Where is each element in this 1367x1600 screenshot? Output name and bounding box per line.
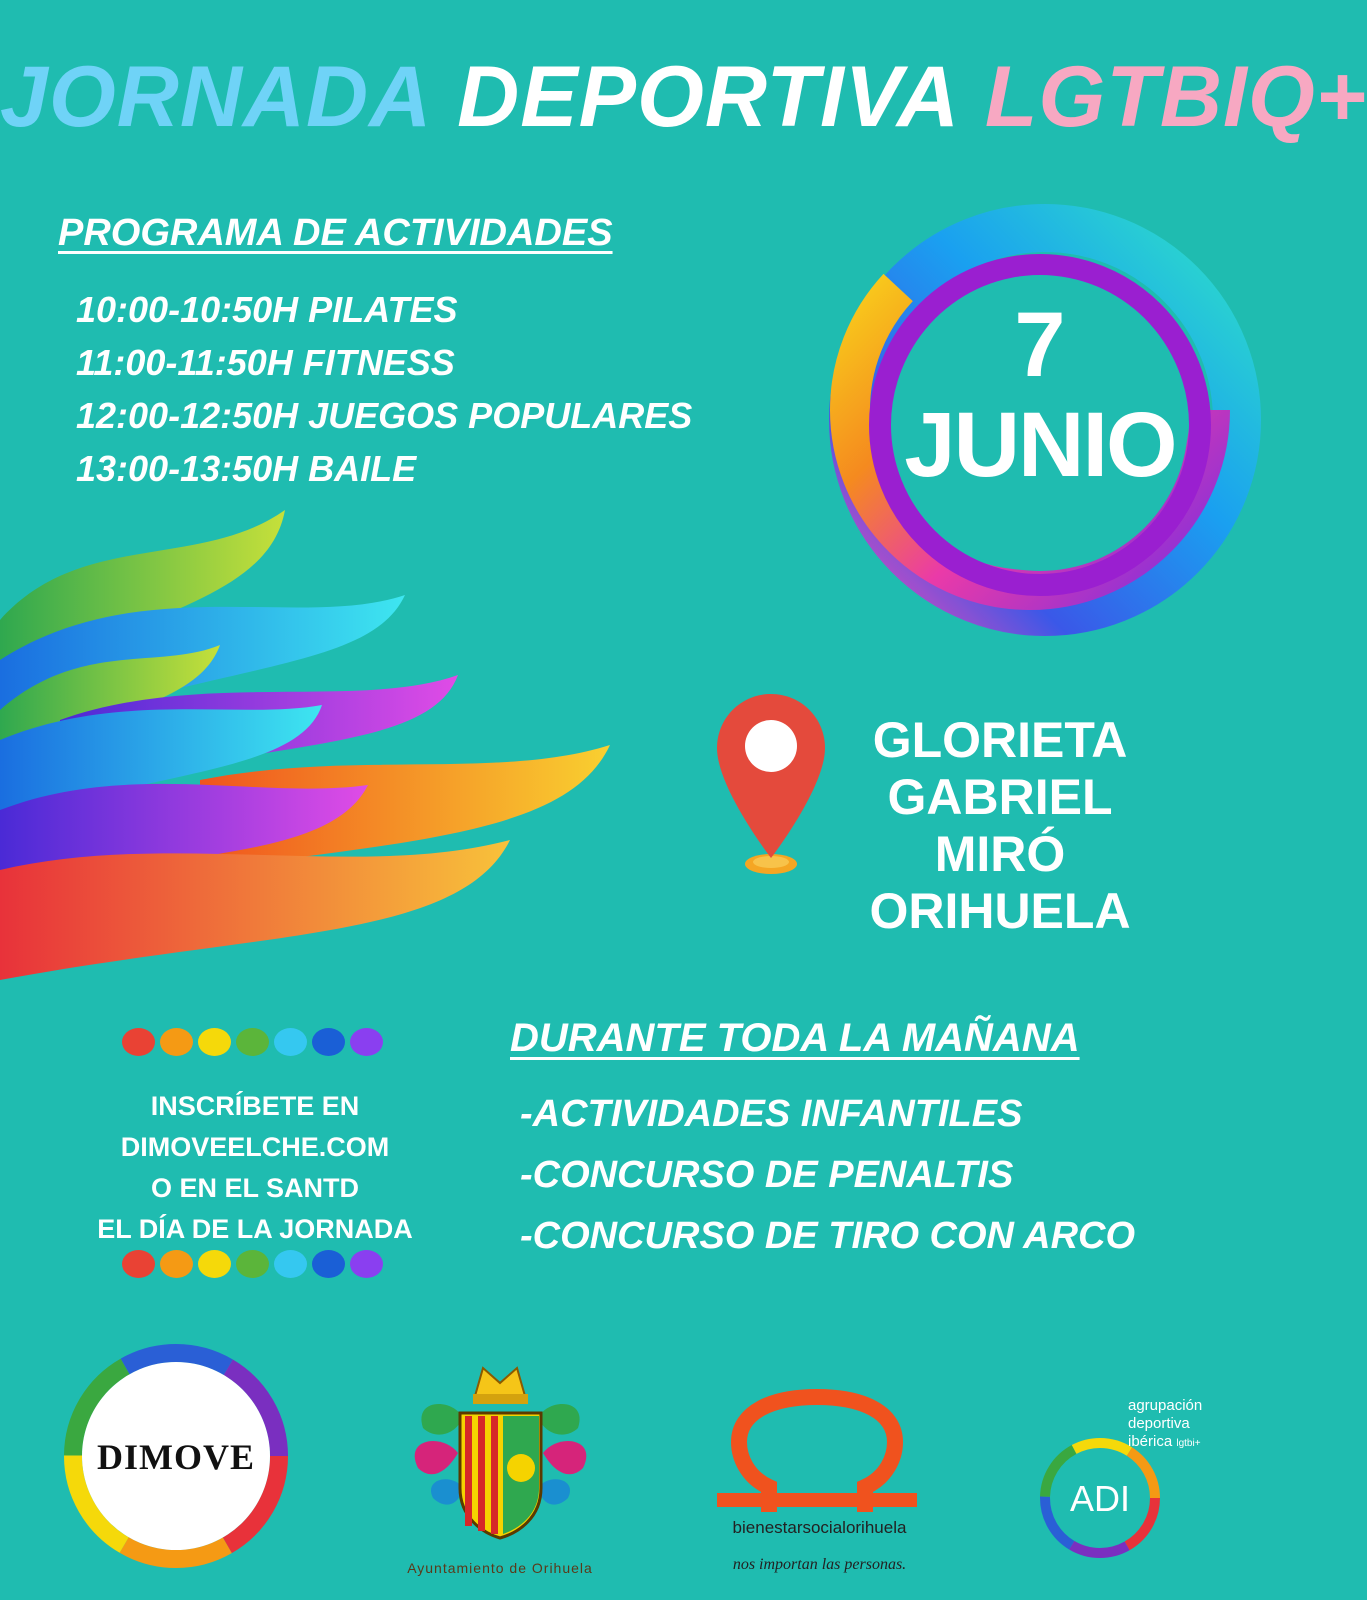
inscripcion-line: INSCRÍBETE EN — [150, 1091, 360, 1121]
poster-title — [0, 48, 1367, 147]
durante-item: -CONCURSO DE PENALTIS — [520, 1154, 1014, 1196]
adi-caption-small: lgtbi+ — [1176, 1438, 1201, 1449]
dot — [350, 1250, 383, 1278]
durante-item: -CONCURSO DE TIRO CON ARCO — [520, 1215, 1136, 1257]
dot — [198, 1250, 231, 1278]
programa-item: 13:00-13:50H BAILE — [76, 448, 417, 489]
title-word-jornada: JORNADA — [0, 49, 433, 145]
inscripcion-line: O EN EL SANTD — [150, 1173, 360, 1203]
adi-caption-line: agrupación — [1128, 1397, 1203, 1414]
programa-item: 10:00-10:50H PILATES — [76, 289, 458, 330]
title-word-deportiva: DEPORTIVA — [457, 49, 960, 145]
inscripcion-text — [40, 1086, 470, 1250]
dot — [312, 1028, 345, 1056]
location-line: ORIHUELA — [869, 883, 1131, 939]
dot — [236, 1028, 269, 1056]
inscripcion-line: EL DÍA DE LA JORNADA — [97, 1214, 413, 1244]
programa-list — [76, 283, 692, 495]
color-dots-top — [122, 1028, 383, 1056]
title-word-lgtbiq: LGTBIQ+ — [984, 49, 1367, 145]
durante-list — [520, 1084, 1135, 1267]
dimove-logo-text: DIMOVE — [97, 1437, 255, 1477]
adi-caption-line — [1128, 1433, 1202, 1453]
bienestar-label: bienestarsocialorihuela — [732, 1518, 907, 1537]
dot — [274, 1028, 307, 1056]
inscripcion-line: DIMOVEELCHE.COM — [120, 1132, 390, 1162]
ayuntamiento-label: Ayuntamiento de Orihuela — [407, 1560, 593, 1576]
dot — [274, 1250, 307, 1278]
adi-caption — [1128, 1397, 1202, 1453]
durante-heading: DURANTE TODA LA MAÑANA — [510, 1016, 1080, 1060]
dot — [122, 1028, 155, 1056]
date-month: JUNIO — [904, 394, 1176, 496]
location-text — [835, 712, 1165, 940]
color-dots-bottom — [122, 1250, 383, 1278]
location-line: GABRIEL MIRÓ — [887, 769, 1113, 882]
adi-caption-word: ibérica — [1128, 1433, 1173, 1450]
rainbow-flag-graphic — [0, 510, 630, 990]
programa-item: 11:00-11:50H FITNESS — [76, 342, 455, 383]
bienestar-tagline: nos importan las personas. — [732, 1556, 907, 1573]
dot — [350, 1028, 383, 1056]
programa-item: 12:00-12:50H JUEGOS POPULARES — [76, 395, 693, 436]
dot — [198, 1028, 231, 1056]
dot — [236, 1250, 269, 1278]
map-pin-icon — [715, 692, 830, 882]
location-line: GLORIETA — [872, 712, 1128, 768]
dot — [122, 1250, 155, 1278]
adi-caption-line: deportiva — [1128, 1415, 1190, 1432]
coat-of-arms-icon — [403, 1338, 598, 1558]
dot — [312, 1250, 345, 1278]
adi-logo-text: ADI — [1069, 1478, 1130, 1519]
date-day: 7 — [1014, 294, 1066, 396]
dot — [160, 1250, 193, 1278]
durante-item: -ACTIVIDADES INFANTILES — [520, 1093, 1023, 1135]
event-date — [880, 295, 1200, 495]
dot — [160, 1028, 193, 1056]
bienestar-logo-icon — [717, 1392, 922, 1522]
programa-heading: PROGRAMA DE ACTIVIDADES — [58, 212, 613, 254]
